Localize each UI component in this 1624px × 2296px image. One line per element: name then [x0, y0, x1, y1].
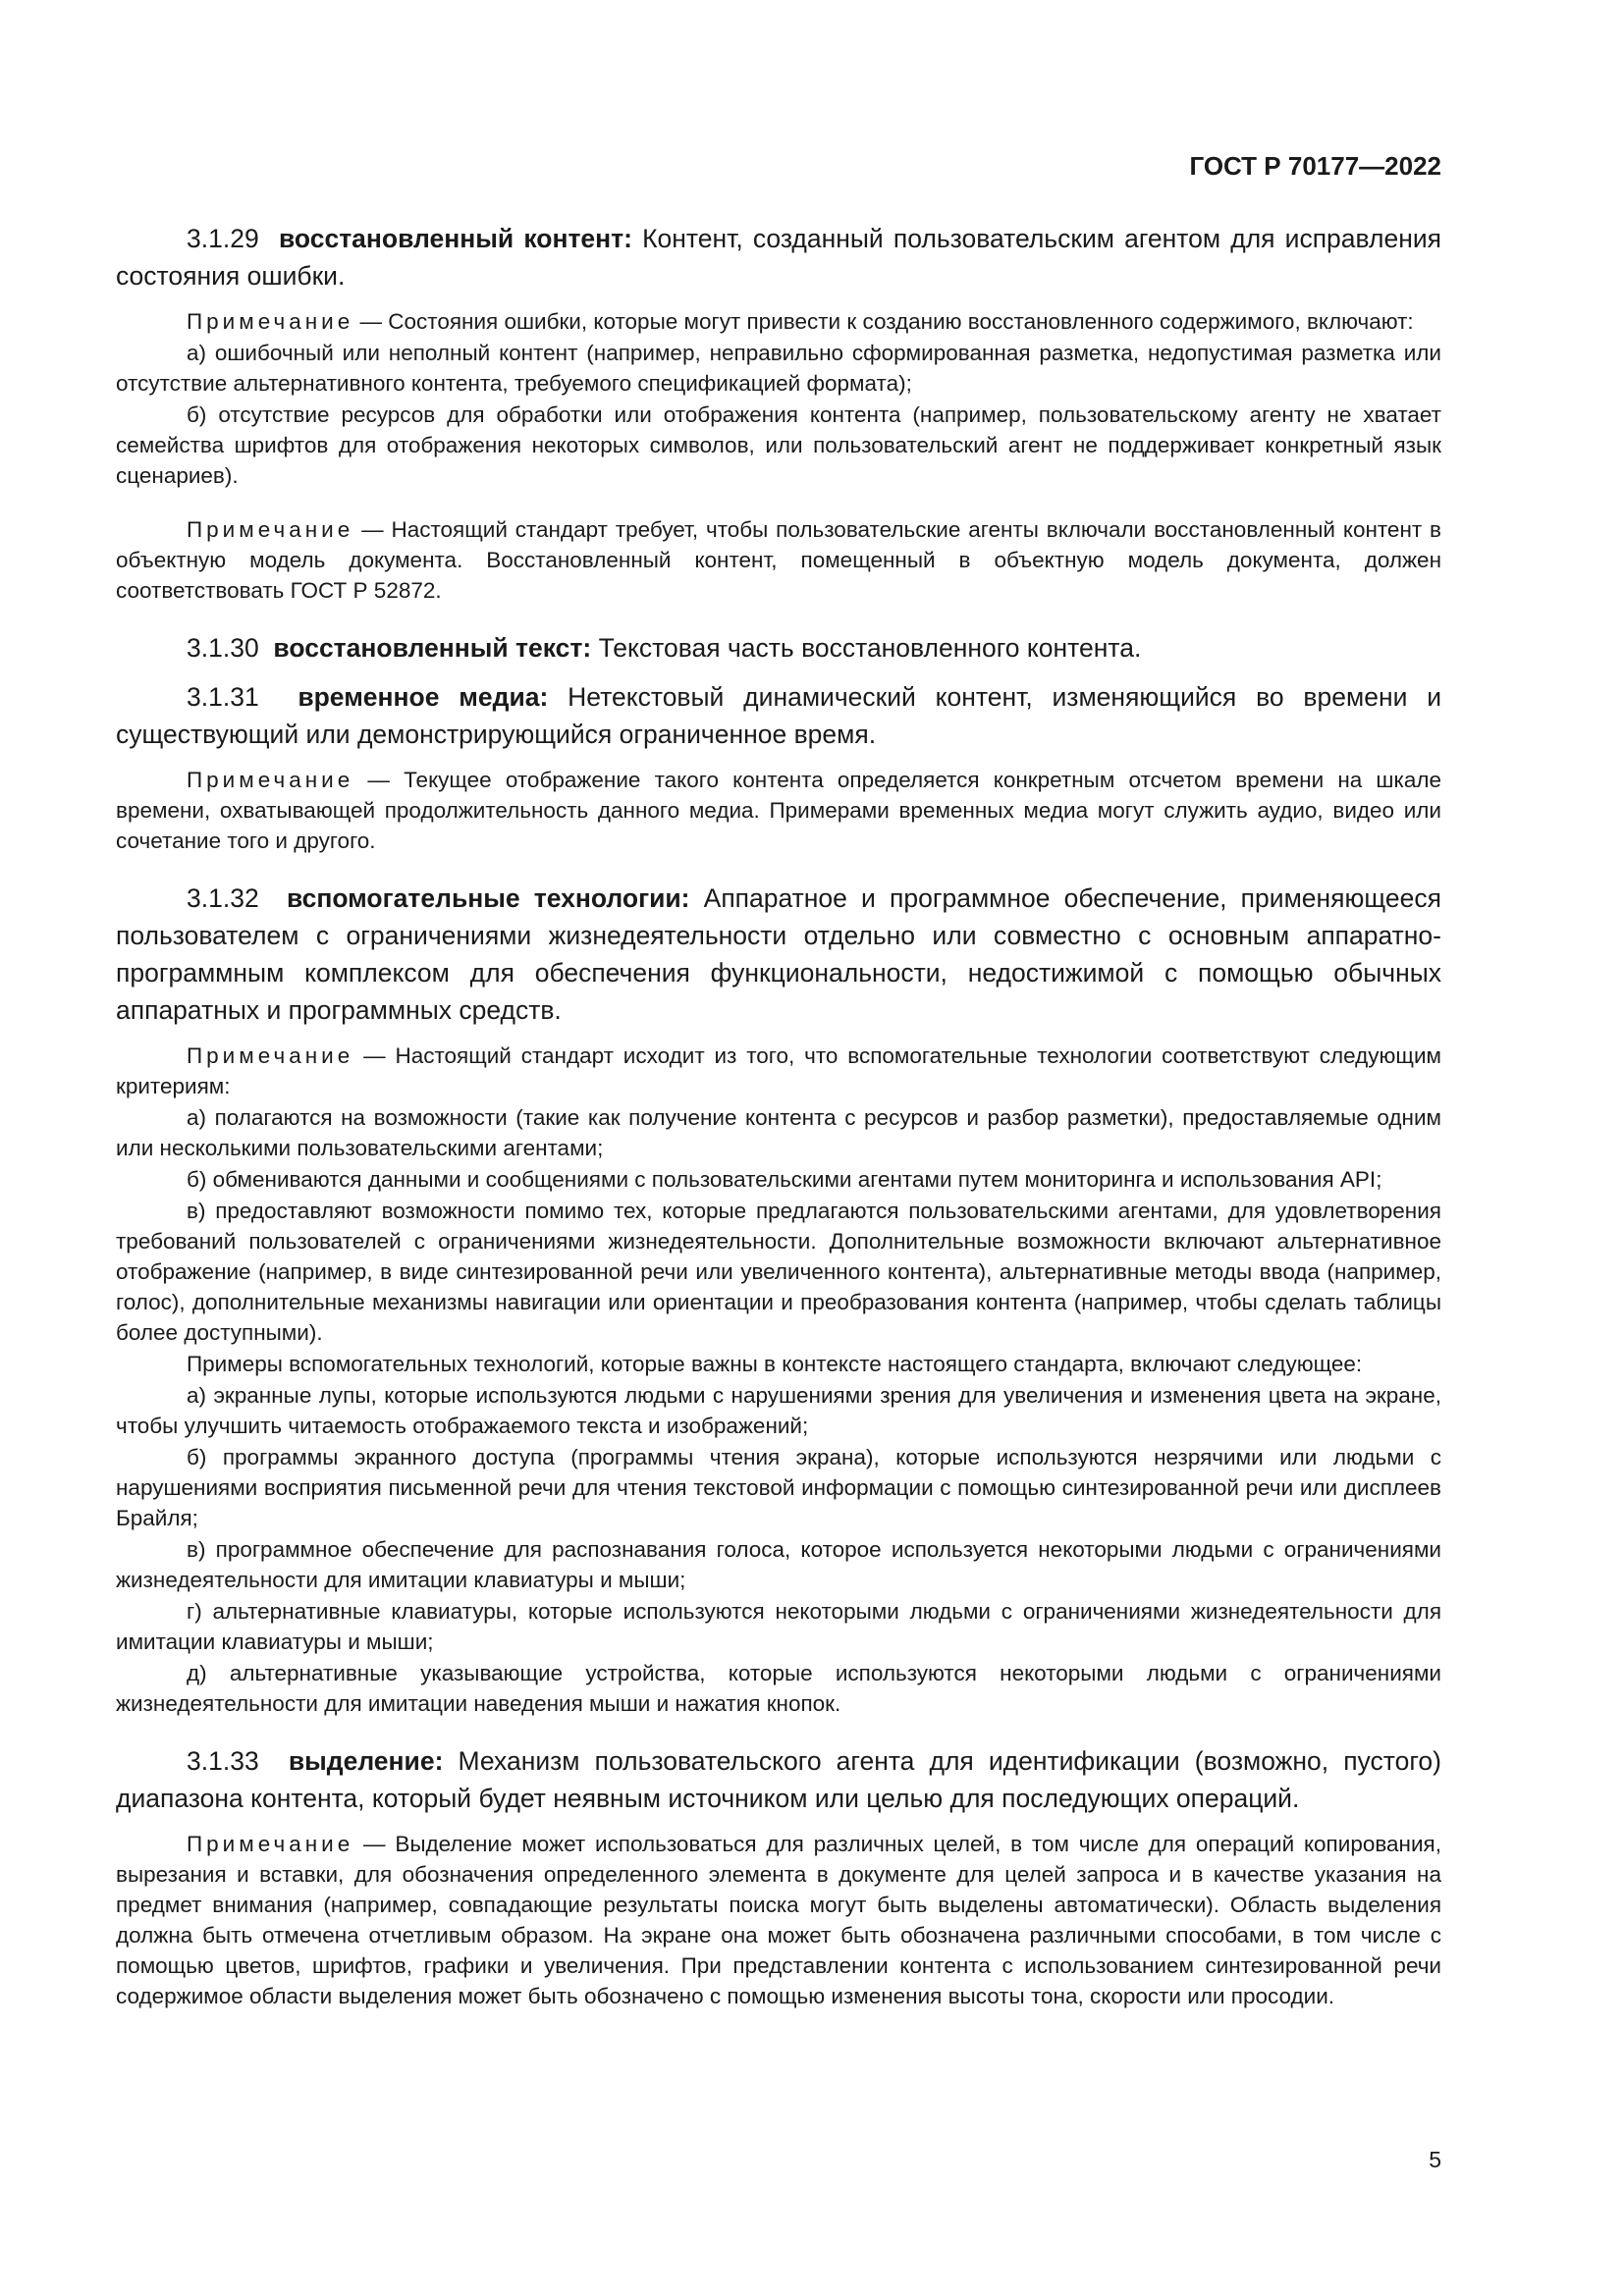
definition-3-1-29	[116, 220, 1441, 294]
note-item: в) предоставляют возможности помимо тех, которые предлагаются пользовательскими агентами, для удовлетворения требований пользователей с ограничениями жизнедеятельности. Дополнительные возможности включают альтернативное отображение (например, в виде синтезированной речи или увеличенного контента), альтернативные методы ввода (например, голос), дополнительные механизмы навигации или ориентации и преобразования контента (например, чтобы сделать таблицы более доступными).	[116, 1199, 1441, 1345]
note-paragraph	[116, 514, 1441, 606]
note-item: Примеры вспомогательных технологий, которые важны в контексте настоящего стандарта, включают следующее:	[187, 1352, 1363, 1376]
definition-term: временное медиа:	[298, 682, 549, 712]
definition-number: 3.1.33	[187, 1746, 259, 1776]
definition-3-1-31	[116, 678, 1441, 753]
note-item: а) полагаются на возможности (такие как получение контента с ресурсов и разбор разметки), предоставляемые одним или несколькими пользовательскими агентами;	[116, 1105, 1441, 1160]
note-item: г) альтернативные клавиатуры, которые используются некоторыми людьми с ограничениями жизнедеятельности для имитации клавиатуры и мыши;	[116, 1599, 1441, 1654]
note-block	[116, 1829, 1441, 2011]
definition-text: Контент, созданный пользовательским агентом для исправления состояния ошибки.	[116, 224, 1441, 291]
definition-text: Нетекстовый динамический контент, изменяющийся во времени и существующий или демонстрирующийся ограниченное время.	[116, 682, 1441, 749]
definition-3-1-30	[116, 629, 1441, 667]
note-item: д) альтернативные указывающие устройства, которые используются некоторыми людьми с ограничениями жизнедеятельности для имитации наведения мыши и нажатия кнопок.	[116, 1661, 1441, 1716]
document-body	[116, 220, 1441, 2035]
note-text: — Выделение может использоваться для различных целей, в том числе для операций копирования, вырезания и вставки, для обозначения определенного элемента в документе для целей запроса и в качестве указания на предмет внимания (например, совпадающие результаты поиска могут быть выделены автоматически). Область выделения должна быть отмечена отчетливым образом. На экране она может быть обозначена различными способами, в том числе с помощью цветов, шрифтов, графики и увеличения. При представлении контента с использованием синтезированной речи содержимое области выделения может быть обозначено с помощью изменения высоты тона, скорости или просодии.	[116, 1832, 1441, 2008]
note-text: — Настоящий стандарт исходит из того, что вспомогательные технологии соответствуют следующим критериям:	[116, 1043, 1441, 1098]
note-item: в) программное обеспечение для распознавания голоса, которое используется некоторыми людьми с ограничениями жизнедеятельности для имитации клавиатуры и мыши;	[116, 1537, 1441, 1592]
definition-3-1-33	[116, 1742, 1441, 1817]
definition-text: Аппаратное и программное обеспечение, применяющееся пользователем с ограничениями жизнедеятельности отдельно или совместно с основным аппаратно-программным комплексом для обеспечения функциональности, недостижимой с помощью обычных аппаратных и программных средств.	[116, 883, 1441, 1025]
definition-number: 3.1.31	[187, 682, 259, 712]
note-paragraph	[116, 1829, 1441, 2011]
note-item: б) отсутствие ресурсов для обработки или отображения контента (например, пользовательскому агенту не хватает семейства шрифтов для отображения некоторых символов, или пользовательский агент не поддерживает конкретный язык сценариев).	[116, 402, 1441, 488]
note-block	[116, 765, 1441, 856]
note-block	[116, 514, 1441, 606]
note-label: Примечание	[187, 517, 354, 542]
note-item: а) ошибочный или неполный контент (например, неправильно сформированная разметка, недопустимая разметка или отсутствие альтернативного контента, требуемого спецификацией формата);	[116, 341, 1441, 396]
note-paragraph	[116, 306, 1441, 337]
note-text: — Текущее отображение такого контента определяется конкретным отсчетом времени на шкале времени, охватывающей продолжительность данного медиа. Примерами временных медиа могут служить аудио, видео или сочетание того и другого.	[116, 768, 1441, 853]
note-label: Примечание	[187, 1832, 354, 1856]
page-number: 5	[1429, 2147, 1441, 2172]
note-item: б) обмениваются данными и сообщениями с пользовательскими агентами путем мониторинга и использования API;	[187, 1167, 1382, 1192]
definition-term: вспомогательные технологии:	[286, 883, 690, 913]
note-text: — Состояния ошибки, которые могут привести к созданию восстановленного содержимого, включают:	[359, 309, 1414, 334]
note-label: Примечание	[187, 309, 354, 334]
definition-number: 3.1.30	[187, 633, 259, 663]
definition-term: выделение:	[288, 1746, 444, 1776]
definition-term: восстановленный контент:	[278, 224, 632, 253]
definition-3-1-32	[116, 880, 1441, 1029]
note-label: Примечание	[187, 1043, 354, 1068]
note-item: б) программы экранного доступа (программы чтения экрана), которые используются незрячими или людьми с нарушениями восприятия письменной речи для чтения текстовой информации с помощью синтезированной речи или дисплеев Брайля;	[116, 1445, 1441, 1530]
definition-text: Механизм пользовательского агента для идентификации (возможно, пустого) диапазона контента, который будет неявным источником или целью для последующих операций.	[116, 1746, 1441, 1813]
note-label: Примечание	[187, 768, 354, 792]
definition-number: 3.1.32	[187, 883, 259, 913]
definition-number: 3.1.29	[187, 224, 259, 253]
definition-text: Текстовая часть восстановленного контента.	[598, 633, 1142, 663]
document-code-header: ГОСТ Р 70177—2022	[1189, 151, 1441, 181]
note-block	[116, 306, 1441, 491]
note-paragraph	[116, 1041, 1441, 1101]
note-paragraph	[116, 765, 1441, 856]
note-text: — Настоящий стандарт требует, чтобы пользовательские агенты включали восстановленный контент в объектную модель документа. Восстановленный контент, помещенный в объектную модель документа, должен соответствовать ГОСТ Р 52872.	[116, 517, 1441, 603]
note-block	[116, 1041, 1441, 1719]
definition-term: восстановленный текст:	[273, 633, 592, 663]
note-item: а) экранные лупы, которые используются людьми с нарушениями зрения для увеличения и изменения цвета на экране, чтобы улучшить читаемость отображаемого текста и изображений;	[116, 1383, 1441, 1438]
